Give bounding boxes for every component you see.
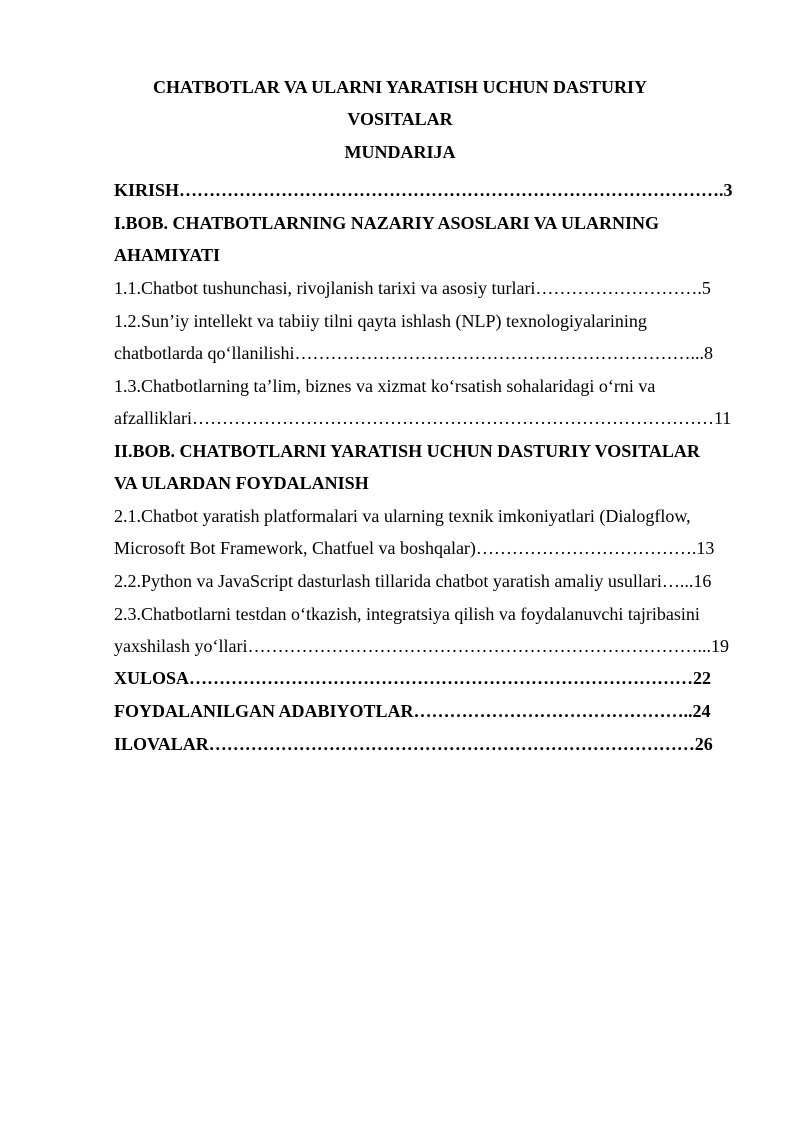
toc-chapter-1-line-2: AHAMIYATI: [114, 245, 221, 265]
toc-entry-1-2-line-1: 1.2.Sun’iy intellekt va tabiiy tilni qayta ishlash (NLP) texnologiyalarining: [114, 311, 647, 331]
toc-chapter-2-line-1: II.BOB. CHATBOTLARNI YARATISH UCHUN DASTURIY VOSITALAR: [114, 441, 700, 461]
toc-entry-1-2-line-2: chatbotlarda qo‘llanilishi…………………………………………………………...8: [114, 343, 713, 363]
toc-chapter-2-line-2: VA ULARDAN FOYDALANISH: [114, 473, 369, 493]
toc-entry-2-1-line-1: 2.1.Chatbot yaratish platformalari va ularning texnik imkoniyatlari (Dialogflow,: [114, 506, 691, 526]
toc-entry-kirish: KIRISH……………………………………………………………………………….3: [114, 180, 733, 200]
toc-entry-ilovalar: ILOVALAR………………………………………………………………………26: [114, 734, 713, 754]
toc-entry-xulosa: XULOSA…………………………………………………………………………22: [114, 668, 712, 688]
document-title-line-2: VOSITALAR: [347, 109, 453, 129]
toc-entry-2-3-line-2: yaxshilash yo‘llari…………………………………………………………………...19: [114, 636, 729, 656]
toc-entry-adabiyotlar: FOYDALANILGAN ADABIYOTLAR………………………………………..24: [114, 701, 711, 721]
toc-chapter-1-line-1: I.BOB. CHATBOTLARNING NAZARIY ASOSLARI VA ULARNING: [114, 213, 659, 233]
contents-heading: MUNDARIJA: [344, 142, 456, 162]
document-title-line-1: CHATBOTLAR VA ULARNI YARATISH UCHUN DASTURIY: [153, 77, 647, 97]
toc-entry-2-3-line-1: 2.3.Chatbotlarni testdan o‘tkazish, integratsiya qilish va foydalanuvchi tajribasini: [114, 604, 700, 624]
toc-entry-2-2: 2.2.Python va JavaScript dasturlash tillarida chatbot yaratish amaliy usullari…...16: [114, 571, 712, 591]
toc-entry-1-3-line-1: 1.3.Chatbotlarning ta’lim, biznes va xizmat ko‘rsatish sohalaridagi o‘rni va: [114, 376, 656, 396]
toc-entry-1-1: 1.1.Chatbot tushunchasi, rivojlanish tarixi va asosiy turlari……………………….5: [114, 278, 711, 298]
toc-entry-1-3-line-2: afzalliklari……………………………………………………………………………11: [114, 408, 732, 428]
toc-entry-2-1-line-2: Microsoft Bot Framework, Chatfuel va boshqalar)……………………………….13: [114, 538, 715, 558]
